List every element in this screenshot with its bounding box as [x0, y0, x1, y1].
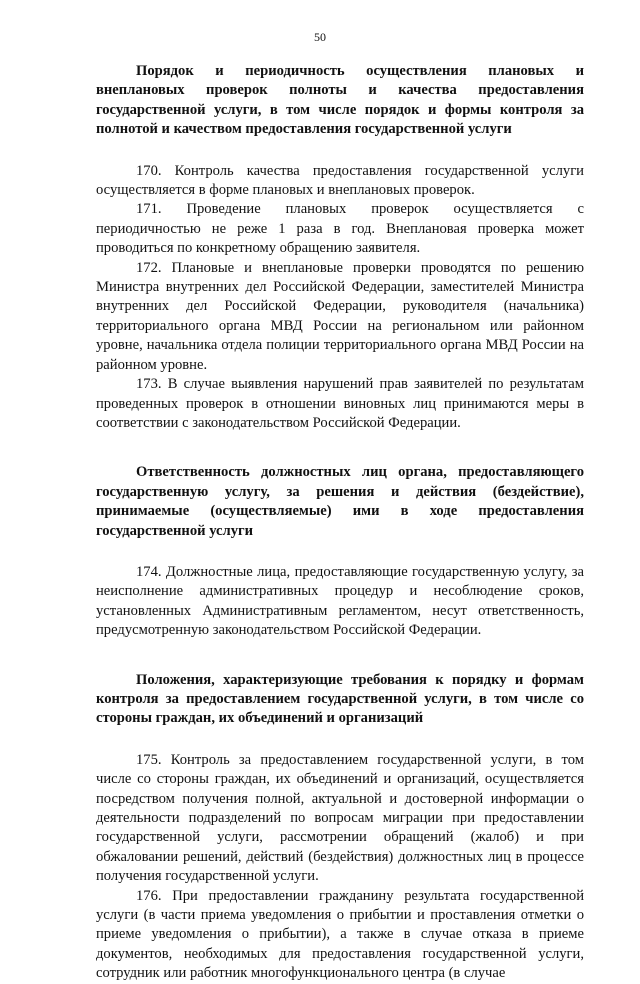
section-heading-control-procedure: Порядок и периодичность осуществления плановых и внеплановых проверок полноты и качества предоставления государственной услуги, в том числе порядок и формы контроля за полнотой и качеством предоставления государственной услуги	[96, 63, 584, 138]
paragraph-175: 175. Контроль за предоставлением государственной услуги, в том числе со стороны граждан, их объединений и организаций, осуществляется посредством получения полной, актуальной и достоверной информации о деятельности подразделений по вопросам миграции при предоставлении государственной услуги, рассмотрении обращений (жалоб) и при обжаловании решений, действий (бездействия) должностных лиц в процессе получения государственной услуги.	[96, 751, 584, 885]
paragraph-173: 173. В случае выявления нарушений прав заявителей по результатам проведенных проверок в отношении виновных лиц принимаются меры в соответствии с законодательством Российской Федерации.	[96, 376, 584, 431]
paragraph-171: 171. Проведение плановых проверок осуществляется с периодичностью не реже 1 раза в год. Внеплановая проверка может проводиться по конкретному обращению заявителя.	[96, 201, 584, 257]
paragraph-172: 172. Плановые и внеплановые проверки проводятся по решению Министра внутренних дел Российской Федерации, заместителей Министра внутренних дел Российской Федерации, руководителя (начальника) территориального органа МВД России на региональном или районном уровне, начальника отдела полиции территориального органа МВД России на районном уровне.	[96, 259, 584, 373]
document-body	[96, 62, 584, 984]
paragraph-176: 176. При предоставлении гражданину результата государственной услуги (в части приема уведомления о прибытии и проставления отметки о приеме уведомления о прибытии), а также в случае отказа в приеме документов, необходимых для предоставления государственной услуги, сотрудник или работник многофункционального центра (в случае	[96, 887, 584, 982]
section-heading-control-requirements: Положения, характеризующие требования к порядку и формам контроля за предоставлением государственной услуги, в том числе со стороны граждан, их объединений и организаций	[96, 671, 584, 727]
paragraph-170: 170. Контроль качества предоставления государственной услуги осуществляется в форме плановых и внеплановых проверок.	[96, 162, 584, 199]
page-number: 50	[314, 30, 326, 44]
section-heading-responsibility: Ответственность должностных лиц органа, предоставляющего государственную услугу, за решения и действия (бездействие), принимаемые (осуществляемые) ими в ходе предоставления государственной услуги	[96, 464, 584, 539]
paragraph-174: 174. Должностные лица, предоставляющие государственную услугу, за неисполнение административных процедур и несоблюдение сроков, установленных Административным регламентом, несут ответственность, предусмотренную законодательством Российской Федерации.	[96, 563, 584, 639]
